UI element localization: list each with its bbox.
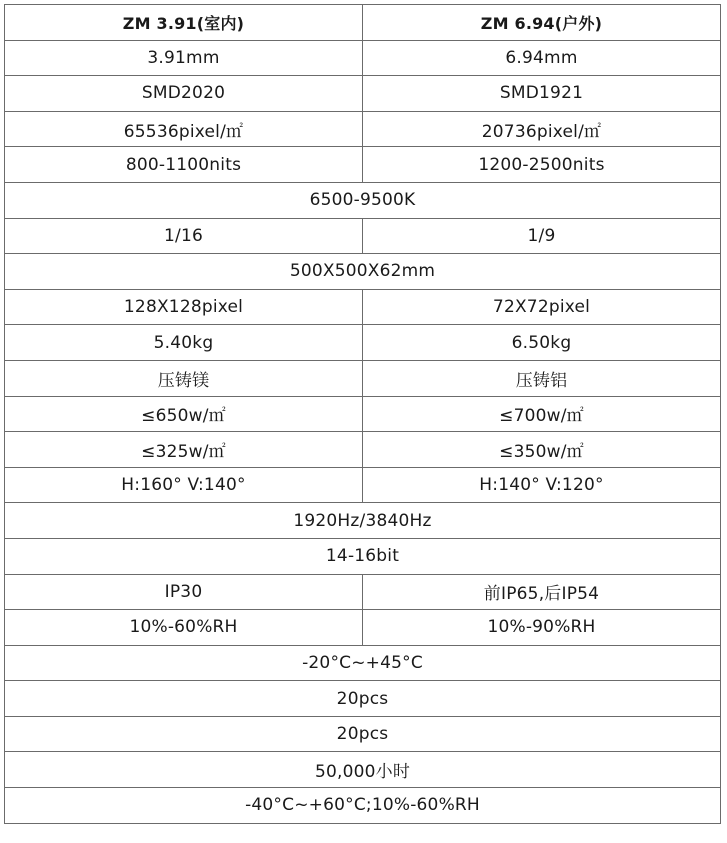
table-cell: 10%-60%RH bbox=[5, 610, 363, 646]
table-cell: 1200-2500nits bbox=[363, 147, 721, 183]
table-cell-merged: 1920Hz/3840Hz bbox=[5, 503, 721, 539]
table-cell: 5.40kg bbox=[5, 325, 363, 361]
table-row-merged bbox=[5, 681, 721, 717]
table-cell: ≤650w/㎡ bbox=[5, 396, 363, 432]
table-cell-merged: -20°C~+45°C bbox=[5, 645, 721, 681]
table-cell: 1/16 bbox=[5, 218, 363, 254]
table-row bbox=[5, 40, 721, 76]
table-row bbox=[5, 111, 721, 147]
table-cell: 128X128pixel bbox=[5, 289, 363, 325]
table-cell-merged: -40°C~+60°C;10%-60%RH bbox=[5, 788, 721, 824]
table-cell: H:140° V:120° bbox=[363, 467, 721, 503]
spec-comparison-table bbox=[4, 4, 721, 824]
table-cell: 压铸镁 bbox=[5, 360, 363, 396]
table-cell-merged: 14-16bit bbox=[5, 538, 721, 574]
table-cell: SMD1921 bbox=[363, 76, 721, 112]
table-cell: 1/9 bbox=[363, 218, 721, 254]
table-cell: SMD2020 bbox=[5, 76, 363, 112]
table-cell: 6.94mm bbox=[363, 40, 721, 76]
table-row bbox=[5, 289, 721, 325]
table-cell: 10%-90%RH bbox=[363, 610, 721, 646]
table-row bbox=[5, 574, 721, 610]
table-cell: 20736pixel/㎡ bbox=[363, 111, 721, 147]
table-cell: 6.50kg bbox=[363, 325, 721, 361]
header-cell-indoor-model: ZM 3.91(室内) bbox=[5, 5, 363, 41]
header-cell-outdoor-model: ZM 6.94(户外) bbox=[363, 5, 721, 41]
table-cell: ≤325w/㎡ bbox=[5, 432, 363, 468]
table-row-merged bbox=[5, 538, 721, 574]
table-cell: ≤350w/㎡ bbox=[363, 432, 721, 468]
table-cell-merged: 6500-9500K bbox=[5, 182, 721, 218]
table-row-merged bbox=[5, 716, 721, 752]
table-row-merged bbox=[5, 788, 721, 824]
table-header-row bbox=[5, 5, 721, 41]
table-row bbox=[5, 396, 721, 432]
spec-table-body bbox=[5, 5, 721, 824]
table-row bbox=[5, 76, 721, 112]
table-cell: 压铸铝 bbox=[363, 360, 721, 396]
table-cell-merged: 20pcs bbox=[5, 681, 721, 717]
table-cell: 65536pixel/㎡ bbox=[5, 111, 363, 147]
table-cell-merged: 20pcs bbox=[5, 716, 721, 752]
table-row-merged bbox=[5, 182, 721, 218]
table-cell: 72X72pixel bbox=[363, 289, 721, 325]
table-cell: 3.91mm bbox=[5, 40, 363, 76]
table-cell-merged: 50,000小时 bbox=[5, 752, 721, 788]
table-row bbox=[5, 360, 721, 396]
table-cell: H:160° V:140° bbox=[5, 467, 363, 503]
table-row bbox=[5, 467, 721, 503]
table-cell: ≤700w/㎡ bbox=[363, 396, 721, 432]
table-row bbox=[5, 218, 721, 254]
table-row bbox=[5, 325, 721, 361]
table-cell: IP30 bbox=[5, 574, 363, 610]
table-row bbox=[5, 147, 721, 183]
table-cell: 800-1100nits bbox=[5, 147, 363, 183]
table-cell: 前IP65,后IP54 bbox=[363, 574, 721, 610]
table-row-merged bbox=[5, 752, 721, 788]
table-row bbox=[5, 610, 721, 646]
table-row-merged bbox=[5, 503, 721, 539]
table-cell-merged: 500X500X62mm bbox=[5, 254, 721, 290]
table-row bbox=[5, 432, 721, 468]
table-row-merged bbox=[5, 254, 721, 290]
table-row-merged bbox=[5, 645, 721, 681]
